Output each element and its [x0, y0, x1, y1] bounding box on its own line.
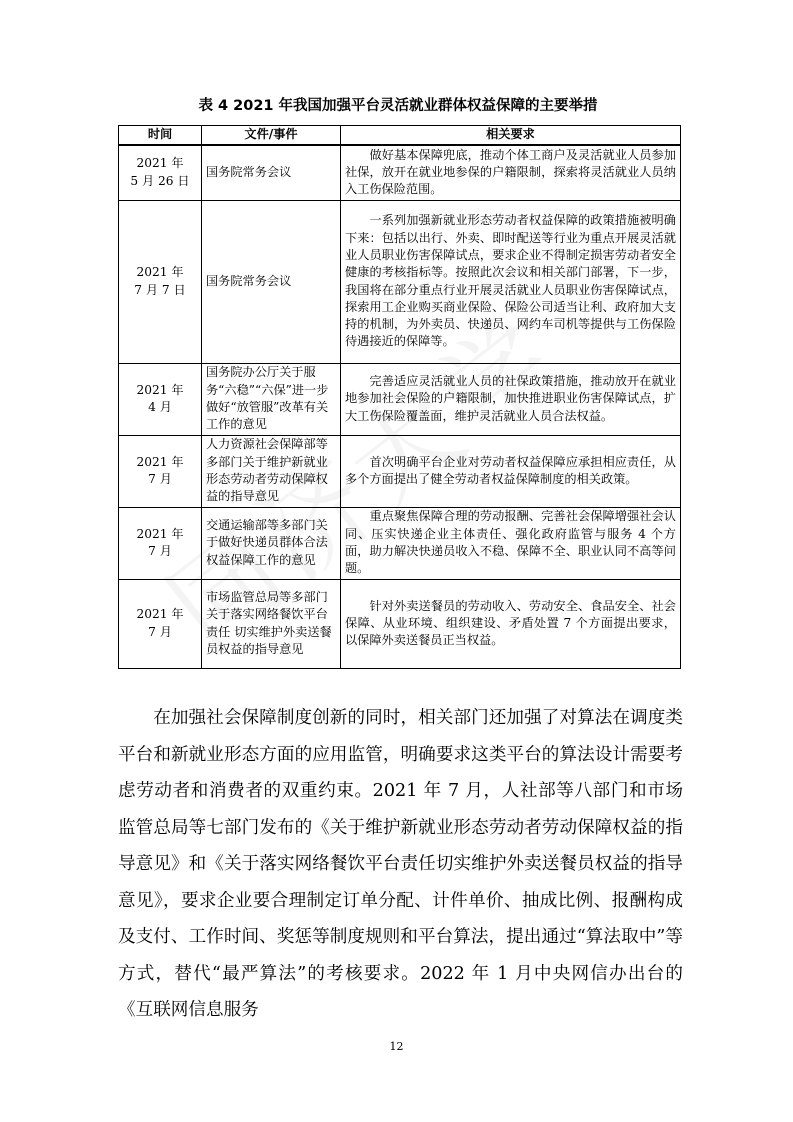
requirements-cell	[341, 200, 681, 363]
time-date: 7 月	[148, 624, 172, 639]
header-time: 时间	[119, 126, 202, 146]
document-cell: 交通运输部等多部门关于做好快递员群体合法权益保障工作的意见	[202, 507, 341, 579]
document-cell: 国务院常务会议	[202, 145, 341, 200]
time-date: 4 月	[148, 400, 172, 414]
header-requirements: 相关要求	[341, 126, 681, 146]
requirements-text: 针对外卖送餐员的劳动收入、劳动安全、食品安全、社会保障、从业环境、组织建设、矛盾处置 7 个方面提出要求，以保障外卖送餐员正当权益。	[345, 598, 676, 648]
time-cell	[119, 507, 202, 579]
time-cell	[119, 363, 202, 435]
time-cell	[119, 579, 202, 668]
requirements-text: 完善适应灵活就业人员的社保政策措施，推动放开在就业地参加社会保险的户籍限制，加快推进职业伤害保障试点，扩大工伤保险覆盖面，维护灵活就业人员合法权益。	[345, 374, 676, 423]
requirements-cell	[341, 507, 681, 579]
time-cell	[119, 200, 202, 363]
requirements-text: 重点聚焦保障合理的劳动报酬、完善社会保障增强社会认同、压实快递企业主体责任、强化政府监管与服务 4 个方面，助力解决快递员收入不稳、保障不全、职业认同不高等问题。	[345, 509, 676, 576]
table-title: 表 4 2021 年我国加强平台灵活就业群体权益保障的主要举措	[198, 98, 598, 114]
table-row	[119, 435, 681, 507]
header-document: 文件/事件	[202, 126, 341, 146]
table-row	[119, 200, 681, 363]
time-date: 7 月	[148, 544, 172, 558]
time-year: 2021 年	[136, 265, 184, 280]
requirements-cell	[341, 363, 681, 435]
page-number: 12	[389, 1040, 404, 1053]
table-header-row	[119, 126, 681, 146]
time-year: 2021 年	[136, 526, 184, 541]
time-cell	[119, 145, 202, 200]
time-cell	[119, 435, 202, 507]
table-row	[119, 363, 681, 435]
requirements-cell	[341, 145, 681, 200]
measures-table	[118, 125, 681, 669]
time-year: 2021 年	[136, 382, 184, 397]
document-cell: 市场监管总局等多部门关于落实网络餐饮平台责任 切实维护外卖送餐员权益的指导意见	[202, 579, 341, 668]
document-cell: 国务院办公厅关于服务“六稳”“六保”进一步做好“放管服”改革有关工作的意见	[202, 363, 341, 435]
requirements-cell	[341, 435, 681, 507]
time-year: 2021 年	[136, 156, 184, 171]
requirements-text: 一系列加强新就业形态劳动者权益保障的政策措施被明确下来：包括以出行、外卖、即时配送等行业为重点开展灵活就业人员职业伤害保障试点，要求企业不得制定损害劳动者安全健康的考核指标等。按照此次会议和相关部门部署，下一步，我国将在部分重点行业开展灵活就业人员职业伤害保障试点，探索用工企业购买商业保险、保险公司适当让利、政府加大支持的机制，为外卖员、快递员、网约车司机等提供与工伤保险待遇接近的保障等。	[345, 213, 676, 349]
time-date: 7 月 7 日	[134, 282, 186, 297]
time-year: 2021 年	[136, 607, 184, 622]
table-row	[119, 507, 681, 579]
time-date: 7 月	[148, 472, 172, 486]
requirements-text: 做好基本保障兜底，推动个体工商户及灵活就业人员参加社保，放开在就业地参保的户籍限制，探索将灵活就业人员纳入工伤保险范围。	[345, 147, 676, 197]
requirements-text: 首次明确平台企业对劳动者权益保障应承担相应责任，从多个方面提出了健全劳动者权益保障制度的相关政策。	[345, 454, 676, 486]
requirements-cell	[341, 579, 681, 668]
document-cell: 人力资源社会保障部等多部门关于维护新就业形态劳动者劳动保障权益的指导意见	[202, 435, 341, 507]
time-date: 5 月 26 日	[130, 173, 190, 188]
time-year: 2021 年	[136, 454, 184, 469]
table-row	[119, 579, 681, 668]
body-paragraph: 在加强社会保障制度创新的同时，相关部门还加强了对算法在调度类平台和新就业形态方面的应用监管，明确要求这类平台的算法设计需要考虑劳动者和消费者的双重约束。2021 年 7 月，人社部等八部门和市场监管总局等七部门发布的《关于维护新就业形态劳动者劳动保障权益的指导意见》和《关于落实网络餐饮平台责任切实维护外卖送餐员权益的指导意见》，要求企业要合理制定订单分配、计件单价、抽成比例、报酬构成及支付、工作时间、奖惩等制度规则和平台算法，提出通过“算法取中”等方式，替代“最严算法”的考核要求。2022 年 1 月中央网信办出台的《互联网信息服务	[118, 708, 683, 1020]
document-cell: 国务院常务会议	[202, 200, 341, 363]
table-row	[119, 145, 681, 200]
